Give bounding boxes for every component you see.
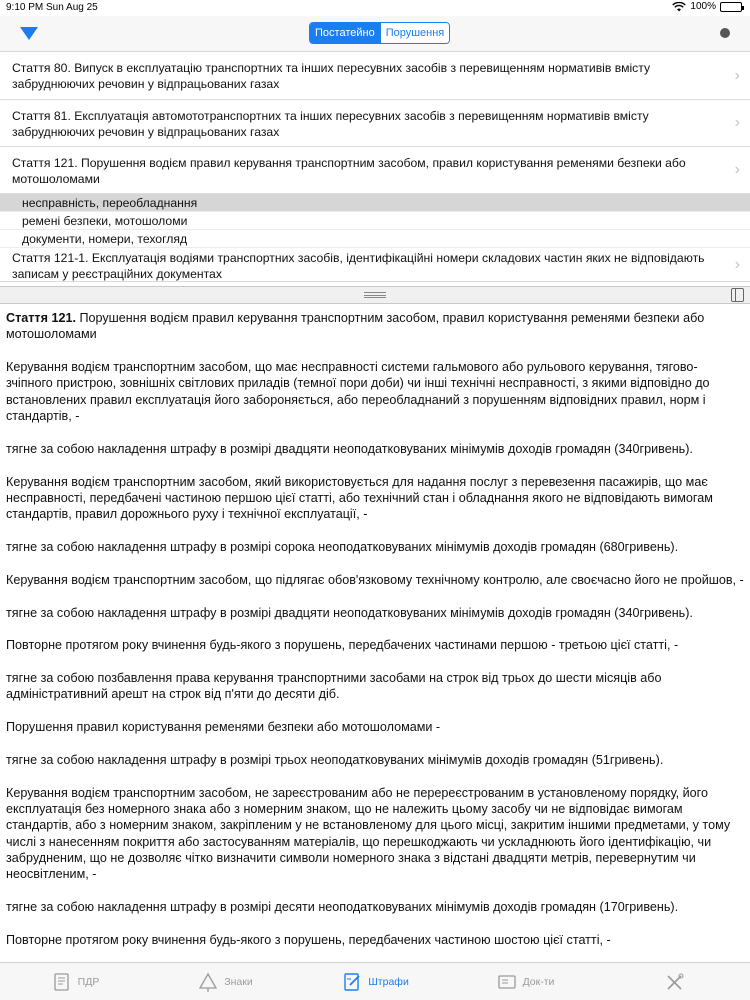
drag-handle-icon[interactable] (364, 292, 386, 298)
detail-paragraph: Керування водієм транспортним засобом, який використовується для надання послуг з перевезення пасажирів, що має несправності, передбачені частиною першою цієї статті, або технічний стан і обладнання якого не відповідають вимогам стандартів, правил дорожнього руху і технічної експлуатації, - (6, 474, 713, 522)
detail-paragraph: тягне за собою накладення штрафу в розмірі двадцяти неоподатковуваних мінімумів доходів громадян (340гривень). (6, 605, 693, 620)
book-icon (51, 971, 73, 993)
chevron-right-icon: › (734, 66, 740, 84)
detail-paragraph: Повторне протягом року вчинення будь-якого з порушень, передбачених частинами першою - третьою цієї статті, - (6, 638, 679, 653)
segment-by-article[interactable]: Постатейно (310, 23, 380, 43)
status-time: 9:10 PM (6, 2, 44, 13)
view-mode-segmented-control[interactable] (309, 22, 450, 44)
articles-list (0, 52, 750, 286)
article-title: Стаття 121-1. Експлуатація водіями транспортних засобів, ідентифікаційні номери складових частин яких не відповідають записам у реєстраційних документах (12, 251, 705, 281)
detail-heading-text: Порушення водієм правил керування транспортним засобом, правил користування ременями безпеки або мотошоломами (6, 311, 705, 342)
tab-label: Штрафи (368, 975, 409, 988)
chevron-right-icon: › (734, 255, 740, 273)
nav-bar (0, 16, 750, 52)
documents-icon (496, 971, 518, 993)
article-title: Стаття 81. Експлуатація автомототранспортних та інших пересувних засобів з перевищенням нормативів вмісту забруднюючих речовин у відпрацьованих газах (12, 109, 649, 139)
status-right (672, 1, 742, 12)
split-view-icon[interactable] (731, 288, 744, 302)
sub-item-seatbelts[interactable]: ремені безпеки, мотошоломи (0, 212, 750, 230)
tab-pdr[interactable] (0, 963, 150, 1000)
tab-signs[interactable] (150, 963, 300, 1000)
detail-paragraph: Керування водієм транспортним засобом, не зареєстрованим або не перереєстрованим в установленому порядку, його експлуатація без номерного знака або з номерним знаком, що не належить цьому засобу чи не відповідає вимогам стандартів, або з номерним знаком, закріпленим у не встановленому для цього місці, закритим іншими предметами, у тому числі з нанесенням покриття або застосуванням матеріалів, що перешкоджають чи ускладнюють його ідентифікацію, чи забрудненим, що не дозволяє чітко визначити символи номерного знака з відстані двадцяти метрів, перевернутим чи неосвітленим, - (6, 785, 731, 882)
sub-item-defects[interactable]: несправність, переобладнання (0, 194, 750, 212)
record-dot-icon[interactable] (720, 28, 730, 38)
tab-documents[interactable] (450, 963, 600, 1000)
chevron-right-icon: › (734, 161, 740, 178)
detail-paragraph: Повторне протягом року вчинення будь-якого з порушень, передбачених частиною шостою цієї статті, - (6, 932, 611, 947)
detail-paragraph: тягне за собою накладення штрафу в розмірі десяти неоподатковуваних мінімумів доходів громадян (170гривень). (6, 900, 679, 915)
battery-icon (720, 2, 742, 12)
article-row-121[interactable] (0, 147, 750, 194)
status-date: Sun Aug 25 (46, 2, 98, 13)
detail-paragraph: Керування водієм транспортним засобом, що має несправності системи гальмового або рульового керування, тягово-зчіпного пристрою, зовнішніх світлових приладів (темної пори доби) чи інші технічні несправності, з якими відповідно до встановлених правил експлуатація його забороняється, або переобладнаний з порушенням відповідних правил, норм і стандартів, - (6, 360, 710, 423)
article-detail (0, 304, 750, 962)
tab-tools[interactable] (600, 963, 750, 1000)
article-title: Стаття 80. Випуск в експлуатацію транспортних та інших пересувних засобів з перевищенням нормативів вмісту забруднюючих речовин у відпрацьованих газах (12, 61, 651, 91)
menu-triangle-icon[interactable] (20, 27, 38, 40)
detail-heading-bold: Стаття 121. (6, 311, 76, 325)
fines-document-icon (341, 971, 363, 993)
sub-item-documents[interactable]: документи, номери, техогляд (0, 230, 750, 248)
wifi-icon (672, 2, 686, 12)
article-row-121-1[interactable] (0, 248, 750, 282)
detail-heading (6, 310, 744, 343)
chevron-right-icon: › (734, 114, 740, 131)
detail-paragraph: Порушення правил користування ременями безпеки або мотошоломами - (6, 720, 441, 735)
tab-label: Док-ти (522, 975, 555, 988)
status-bar (0, 0, 750, 16)
tools-icon (664, 971, 686, 993)
road-sign-icon (197, 971, 219, 993)
detail-paragraph: тягне за собою накладення штрафу в розмірі сорока неоподатковуваних мінімумів доходів громадян (680гривень). (6, 539, 679, 554)
battery-percent: 100% (690, 1, 716, 12)
tab-label: Знаки (224, 975, 253, 988)
article-row-80[interactable] (0, 52, 750, 100)
split-divider[interactable] (0, 286, 750, 304)
detail-paragraph: тягне за собою накладення штрафу в розмірі двадцяти неоподатковуваних мінімумів доходів громадян (340гривень). (6, 441, 693, 456)
tab-bar (0, 962, 750, 1000)
detail-paragraph: Керування водієм транспортним засобом, що підлягає обов'язковому технічному контролю, але своєчасно його не пройшов, - (6, 572, 744, 587)
article-title: Стаття 121. Порушення водієм правил керування транспортним засобом, правил користування ременями безпеки або мотошоломами (12, 156, 686, 186)
article-row-81[interactable] (0, 100, 750, 147)
detail-paragraph: тягне за собою позбавлення права керування транспортними засобами на строк від трьох до шести місяців або адміністративний арешт на строк від п'яти до десяти діб. (6, 671, 662, 702)
tab-label: ПДР (77, 975, 100, 988)
segment-violations[interactable]: Порушення (380, 23, 450, 43)
detail-paragraph: тягне за собою накладення штрафу в розмірі трьох неоподатковуваних мінімумів доходів громадян (51гривень). (6, 753, 664, 768)
tab-fines[interactable] (300, 963, 450, 1000)
